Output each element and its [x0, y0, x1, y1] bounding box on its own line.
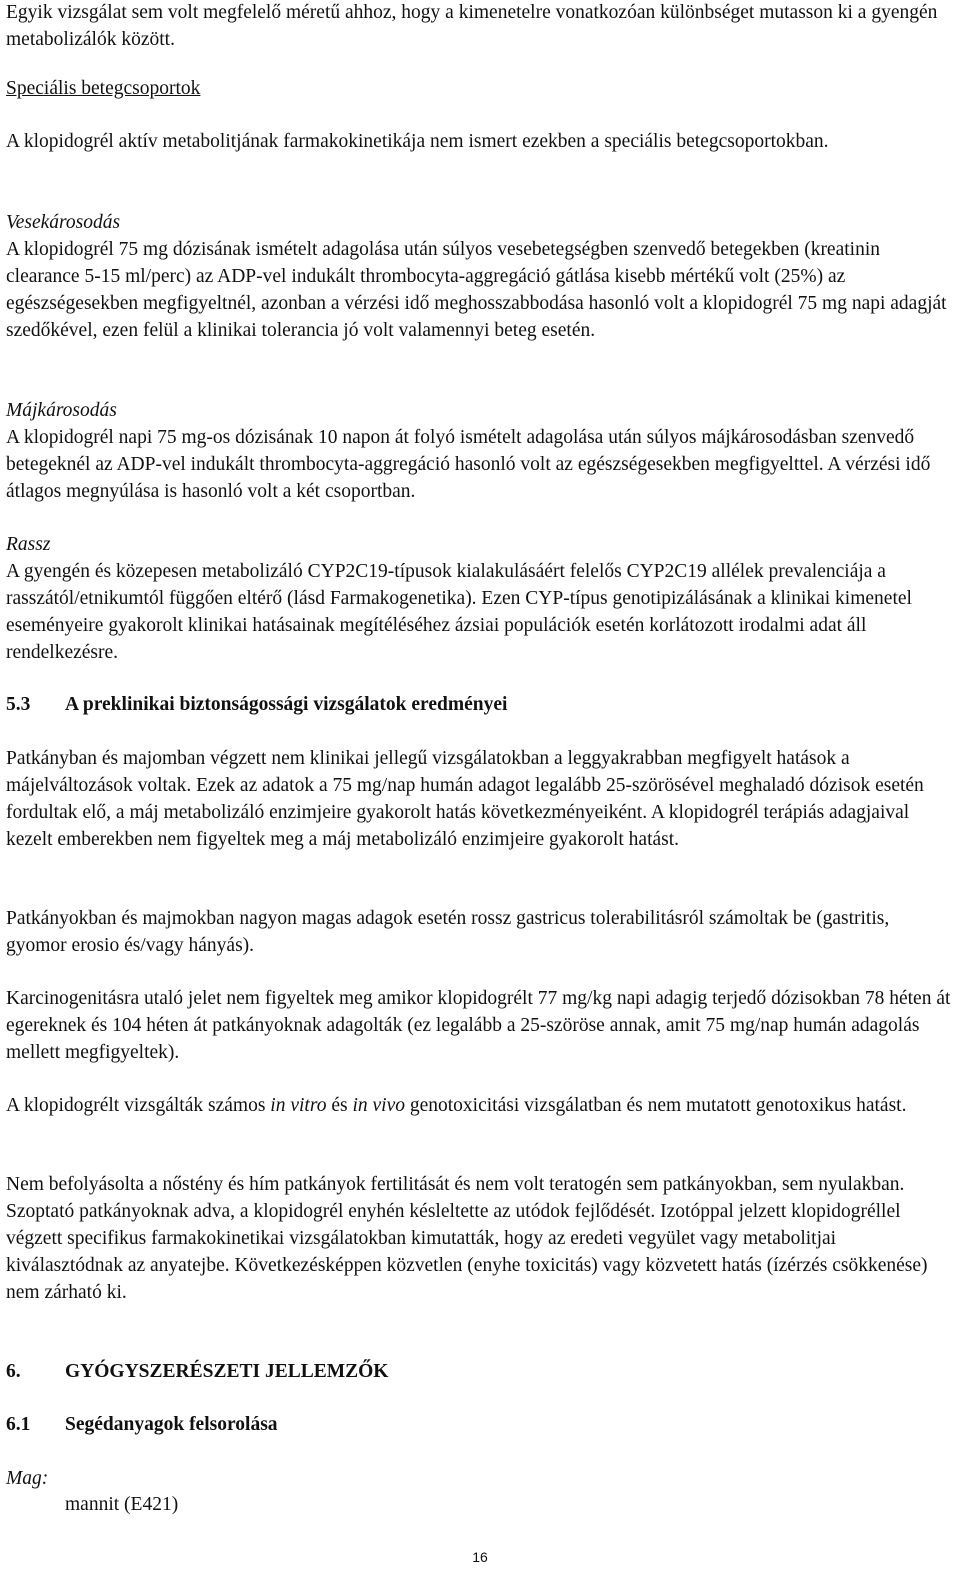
excipient-item: mannit (E421)	[65, 1494, 179, 1515]
preclinical-paragraph-4	[6, 1092, 954, 1119]
preclinical-paragraph-5: Nem befolyásolta a nőstény és hím patkányok fertilitását és nem volt teratogén sem patkányokban, sem nyulakban. Szoptató patkányoknak adva, a klopidogrél enyhén késleltette az utódok fejlődését. Izotóppal jelzett klopidogréllel végzett specifikus farmakokinetikai vizsgálatokban kimutatták, hogy az eredeti vegyület vagy metabolitjai kiválasztódnak az anyatejbe. Következésképpen közvetlen (enyhe toxicitás) vagy közvetett hatás (ízérzés csökkenése) nem zárható ki.	[6, 1174, 928, 1303]
section-6-number: 6.	[6, 1361, 21, 1382]
section-5-3-title: A preklinikai biztonságossági vizsgálatok eredményei	[65, 694, 508, 715]
p4-text-c: genotoxicitási vizsgálatban és nem mutatott genotoxikus hatást.	[404, 1095, 907, 1116]
p4-text-b: és	[326, 1095, 353, 1116]
p4-text-a: A klopidogrélt vizsgálták számos	[6, 1095, 271, 1116]
race-paragraph: A gyengén és közepesen metabolizáló CYP2C19-típusok kialakulásáért felelős CYP2C19 allélek prevalenciája a rasszától/etnikumtól függően eltérő (lásd Farmakogenetika). Ezen CYP-típus genotipizálásának a klinikai kimenetel eseményeire gyakorolt klinikai hatásainak megítéléséhez ázsiai populációk esetén korlátozott irodalmi adat áll rendelkezésre.	[6, 561, 912, 663]
preclinical-paragraph-2: Patkányokban és majmokban nagyon magas adagok esetén rossz gastricus tolerabilitásról számoltak be (gastritis, gyomor erosio és/vagy hányás).	[6, 908, 890, 956]
special-groups-paragraph: A klopidogrél aktív metabolitjának farmakokinetikája nem ismert ezekben a speciális betegcsoportokban.	[6, 131, 829, 152]
in-vivo-term: in vivo	[352, 1095, 405, 1116]
section-6-title: GYÓGYSZERÉSZETI JELLEMZŐK	[65, 1361, 389, 1382]
section-5-3-number: 5.3	[6, 694, 31, 715]
in-vitro-term: in vitro	[270, 1095, 327, 1116]
hepatic-paragraph: A klopidogrél napi 75 mg-os dózisának 10 napon át folyó ismételt adagolása után súlyos májkárosodásban szenvedő betegeknél az ADP-vel indukált thrombocyta-aggregáció hasonló volt az egészségesekben megfigyelttel. A vérzési idő átlagos megnyúlása is hasonló volt a két csoportban.	[6, 427, 931, 502]
race-heading: Rassz	[6, 534, 51, 555]
section-6-1-title: Segédanyagok felsorolása	[65, 1414, 278, 1435]
hepatic-heading: Májkárosodás	[6, 400, 117, 421]
page-number: 16	[472, 1549, 488, 1565]
renal-heading: Vesekárosodás	[6, 212, 121, 233]
preclinical-paragraph-3: Karcinogenitásra utaló jelet nem figyeltek meg amikor klopidogrélt 77 mg/kg napi adagig terjedő dózisokban 78 héten át egereknek és 104 héten át patkányoknak adagolták (ez legalább a 25-szöröse annak, amit 75 mg/nap humán adagolás mellett megfigyeltek).	[6, 988, 951, 1063]
preclinical-paragraph-1: Patkányban és majomban végzett nem klinikai jellegű vizsgálatokban a leggyakrabban megfigyelt hatások a májelváltozások voltak. Ezek az adatok a 75 mg/nap humán adagot legalább 25-szörösével meghaladó dózisok esetén fordultak elő, a máj metabolizáló enzimjeire gyakorolt hatás következményeiként. A klopidogrél terápiás adagjaival kezelt emberekben nem figyeltek meg a máj metabolizáló enzimjeire gyakorolt hatást.	[6, 748, 924, 850]
section-6-1-number: 6.1	[6, 1414, 31, 1435]
intro-paragraph: Egyik vizsgálat sem volt megfelelő méretű ahhoz, hogy a kimenetelre vonatkozóan különbséget mutasson ki a gyengén metabolizálók között.	[6, 2, 938, 50]
special-groups-heading: Speciális betegcsoportok	[6, 78, 201, 99]
renal-paragraph: A klopidogrél 75 mg dózisának ismételt adagolása után súlyos vesebetegségben szenvedő betegekben (kreatinin clearance 5-15 ml/perc) az ADP-vel indukált thrombocyta-aggregáció gátlása kisebb mértékű volt (25%) az egészségesekben megfigyeltnél, azonban a vérzési idő meghosszabbodása hasonló volt a klopidogrél 75 mg napi adagját szedőkével, ezen felül a klinikai tolerancia jó volt valamennyi beteg esetén.	[6, 239, 947, 341]
core-label: Mag:	[6, 1468, 49, 1489]
